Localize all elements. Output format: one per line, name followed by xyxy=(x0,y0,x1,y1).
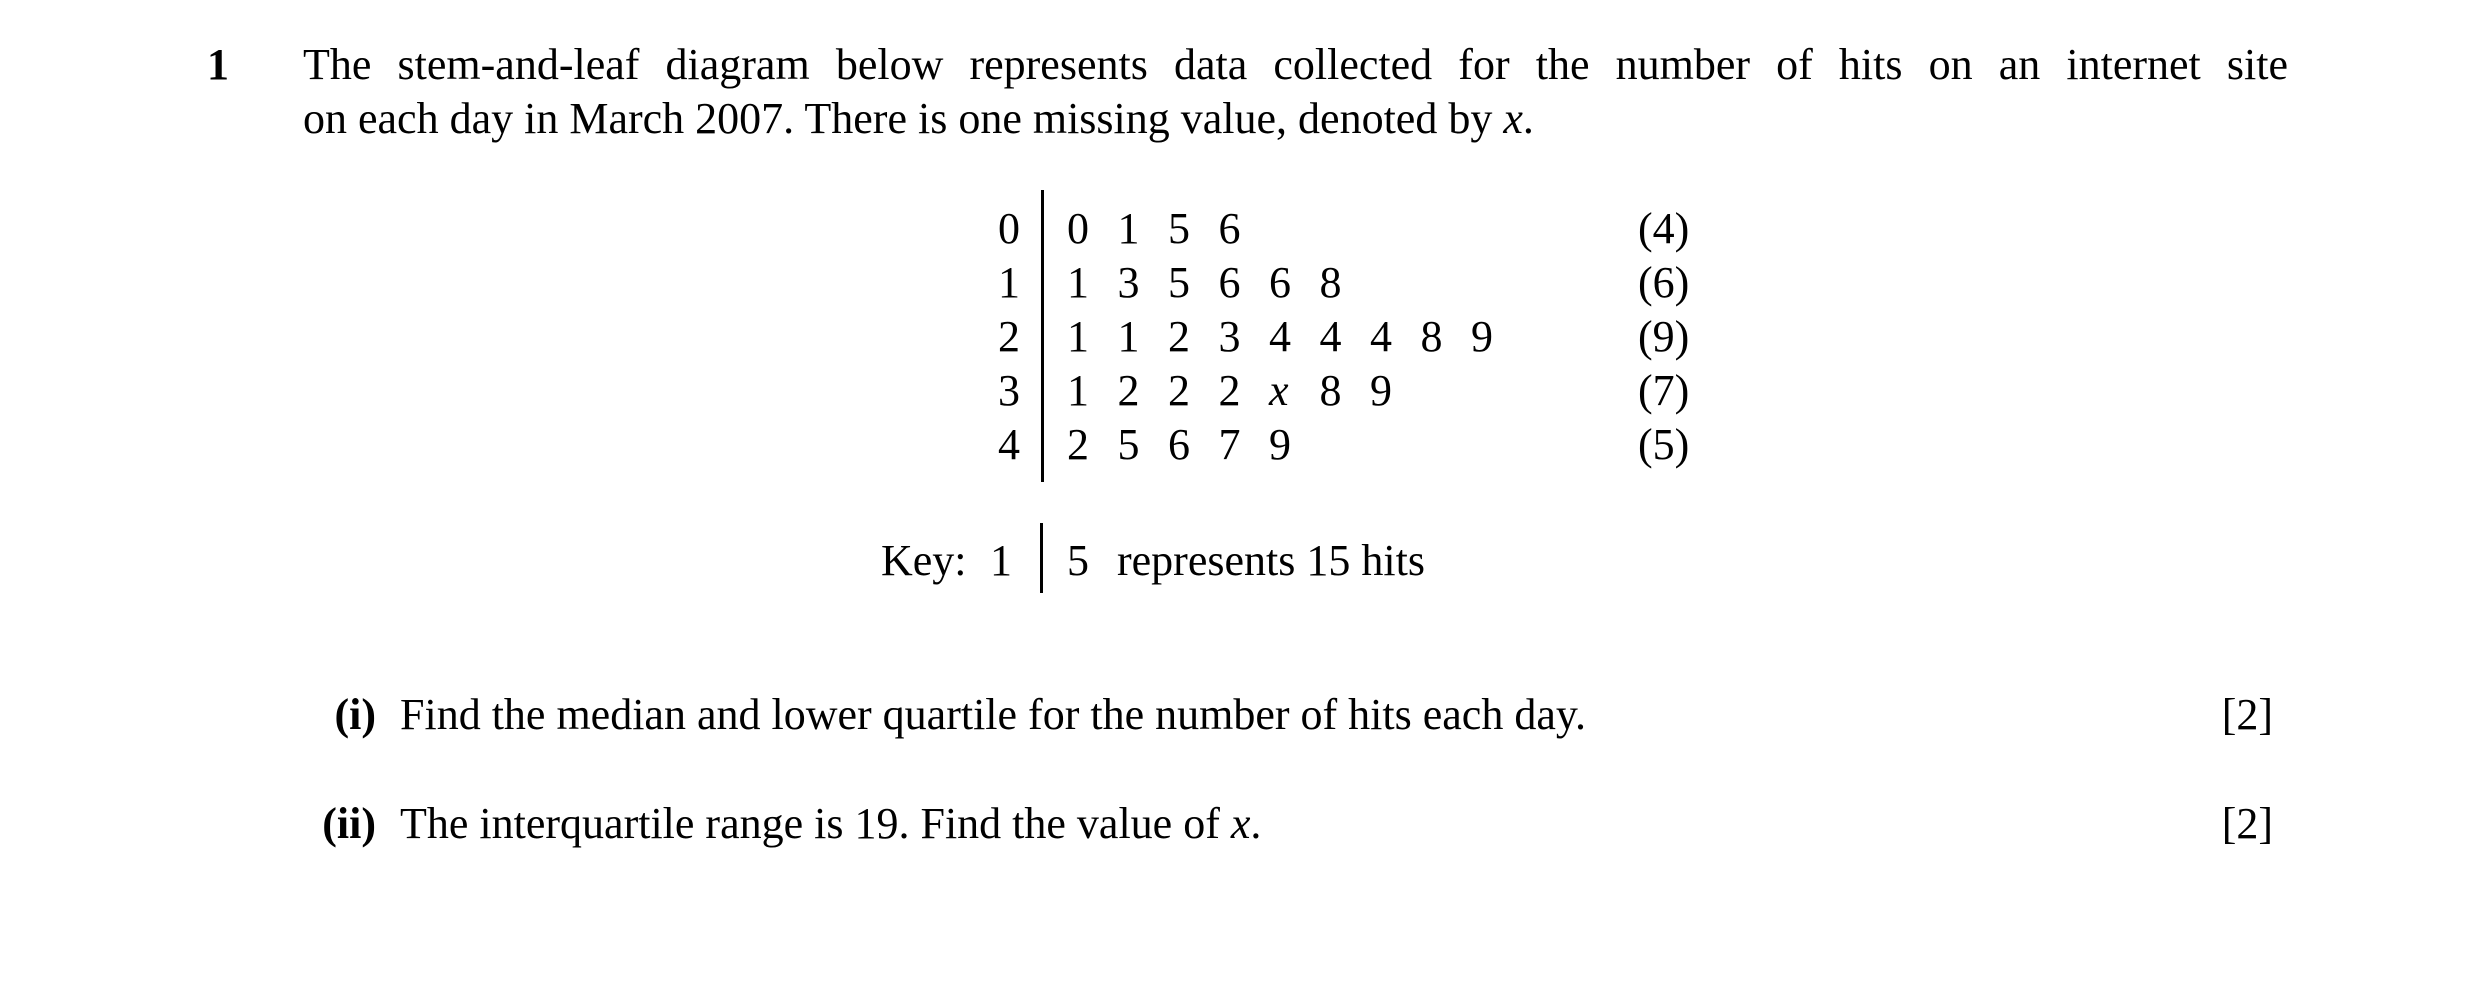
leaf: 0 xyxy=(1067,204,1089,253)
leaf: 5 xyxy=(1117,420,1140,469)
part-ii-text-main: The interquartile range is 19. Find the value of xyxy=(400,799,1231,848)
leaf: 1 xyxy=(1117,204,1140,253)
key-text: represents 15 hits xyxy=(1117,536,1425,585)
leaf: 6 xyxy=(1168,420,1190,469)
leaf: 8 xyxy=(1319,366,1342,415)
part-i-marks: [2] xyxy=(2221,690,2273,739)
count-row-4: (5) xyxy=(1638,420,1690,469)
leaf: 9 xyxy=(1269,420,1291,469)
leaf: 4 xyxy=(1370,312,1392,361)
leaf: 1 xyxy=(1067,258,1089,307)
leaf: 6 xyxy=(1218,204,1241,253)
part-i-label: (i) xyxy=(334,690,376,739)
count-row-0: (4) xyxy=(1638,204,1690,253)
leaf: 2 xyxy=(1117,366,1140,415)
leaf: 5 xyxy=(1168,204,1190,253)
leaf: 2 xyxy=(1168,366,1190,415)
question-number: 1 xyxy=(207,40,229,89)
intro-line-2-text: on each day in March 2007. There is one missing value, denoted by xyxy=(303,94,1504,143)
leaf: 3 xyxy=(1117,258,1140,307)
leaf: 4 xyxy=(1319,312,1342,361)
leaf: 1 xyxy=(1067,312,1089,361)
stem-0: 0 xyxy=(998,204,1020,253)
leaf: 5 xyxy=(1168,258,1190,307)
leaf: 2 xyxy=(1168,312,1190,361)
leaf-missing-x: x xyxy=(1269,366,1289,415)
count-row-1: (6) xyxy=(1638,258,1690,307)
leaves-row-1 xyxy=(1067,256,1370,310)
leaves-row-4 xyxy=(1067,418,1320,472)
stem-1: 1 xyxy=(998,258,1020,307)
part-ii-text-end: . xyxy=(1250,799,1262,848)
leaf: 8 xyxy=(1319,258,1342,307)
leaf: 2 xyxy=(1218,366,1241,415)
leaf: 9 xyxy=(1370,366,1392,415)
intro-line-2-end: . xyxy=(1522,94,1534,143)
leaf: 1 xyxy=(1117,312,1140,361)
leaf: 8 xyxy=(1420,312,1443,361)
leaf: 9 xyxy=(1471,312,1493,361)
count-row-3: (7) xyxy=(1638,366,1690,415)
part-ii-text xyxy=(400,797,1261,851)
part-i-text: Find the median and lower quartile for the number of hits each day. xyxy=(400,690,1587,739)
stem-3: 3 xyxy=(998,366,1020,415)
variable-x: x xyxy=(1230,799,1251,848)
count-row-2: (9) xyxy=(1638,312,1690,361)
key-leaf: 5 xyxy=(1067,536,1089,585)
leaf: 3 xyxy=(1218,312,1241,361)
leaf: 6 xyxy=(1269,258,1291,307)
part-ii-label: (ii) xyxy=(322,799,376,848)
leaves-row-2 xyxy=(1067,310,1522,364)
key-divider-line xyxy=(1040,523,1043,593)
stem-2: 2 xyxy=(998,312,1020,361)
leaf: 1 xyxy=(1067,366,1089,415)
variable-x: x xyxy=(1503,94,1523,143)
leaf: 7 xyxy=(1218,420,1241,469)
key-stem: 1 xyxy=(990,536,1012,585)
stem-divider-line xyxy=(1041,190,1044,482)
stem-4: 4 xyxy=(998,420,1020,469)
leaves-row-0 xyxy=(1067,202,1269,256)
leaves-row-3 xyxy=(1067,364,1421,418)
leaf: 2 xyxy=(1067,420,1089,469)
leaf: 4 xyxy=(1269,312,1291,361)
intro-line-2 xyxy=(303,92,2288,146)
part-ii-marks: [2] xyxy=(2221,799,2273,848)
question-intro xyxy=(303,38,2288,146)
intro-line-1: The stem-and-leaf diagram below represents data collected for the number of hits on an internet site xyxy=(303,40,2288,89)
key-label: Key: xyxy=(881,536,967,585)
leaf: 6 xyxy=(1218,258,1241,307)
